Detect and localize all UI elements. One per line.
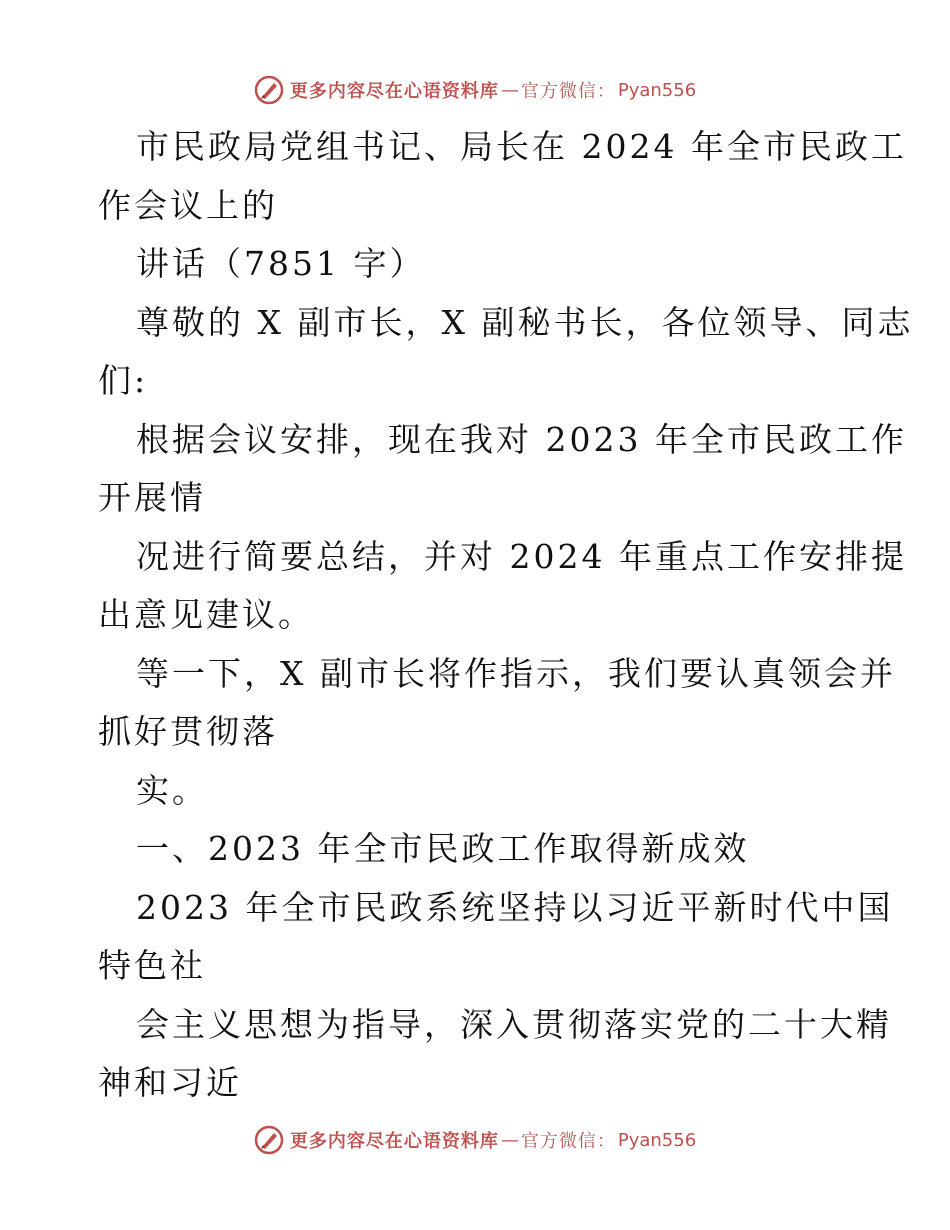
text-line: 实。 — [136, 770, 208, 810]
header-watermark — [0, 72, 950, 108]
text-line: 根据会议安排，现在我对 2023 年全市民政工作 — [136, 419, 907, 459]
banner-official-wechat-label: 官方微信： — [520, 1131, 616, 1152]
pen-logo-icon — [254, 1125, 284, 1155]
text-line: 2023 年全市民政系统坚持以习近平新时代中国 — [136, 887, 894, 927]
text-line: 会主义思想为指导，深入贯彻落实党的二十大精 — [136, 1004, 892, 1044]
text-line: 出意见建议。 — [98, 595, 314, 634]
text-line: 开展情 — [98, 478, 206, 517]
footer-watermark — [0, 1122, 950, 1158]
text-line: 况进行简要总结，并对 2024 年重点工作安排提 — [136, 536, 907, 576]
text-line: 讲话（7851 字） — [136, 244, 426, 283]
banner-wechat-id: Pyan556 — [617, 1129, 697, 1151]
text-line: 作会议上的 — [98, 185, 278, 225]
banner-dash: — — [500, 1129, 519, 1151]
banner-main-text: 更多内容尽在心语资料库 — [289, 1131, 499, 1152]
banner-dash: — — [500, 79, 519, 101]
text-line: 特色社 — [98, 946, 206, 985]
pen-logo-icon — [254, 75, 284, 105]
banner-main-text: 更多内容尽在心语资料库 — [289, 81, 499, 102]
document-body — [98, 118, 914, 1113]
banner-wechat-id: Pyan556 — [617, 79, 697, 101]
section-heading: 一、2023 年全市民政工作取得新成效 — [136, 829, 750, 868]
text-line: 市民政局党组书记、局长在 2024 年全市民政工 — [136, 127, 907, 166]
text-line: 尊敬的 X 副市长，X 副秘书长，各位领导、同志 — [136, 302, 914, 342]
banner-official-wechat-label: 官方微信： — [520, 81, 616, 102]
text-line: 神和习近 — [98, 1063, 242, 1102]
text-line: 们: — [98, 361, 149, 400]
text-line: 抓好贯彻落 — [98, 712, 278, 751]
text-line: 等一下，X 副市长将作指示，我们要认真领会并 — [136, 653, 896, 693]
